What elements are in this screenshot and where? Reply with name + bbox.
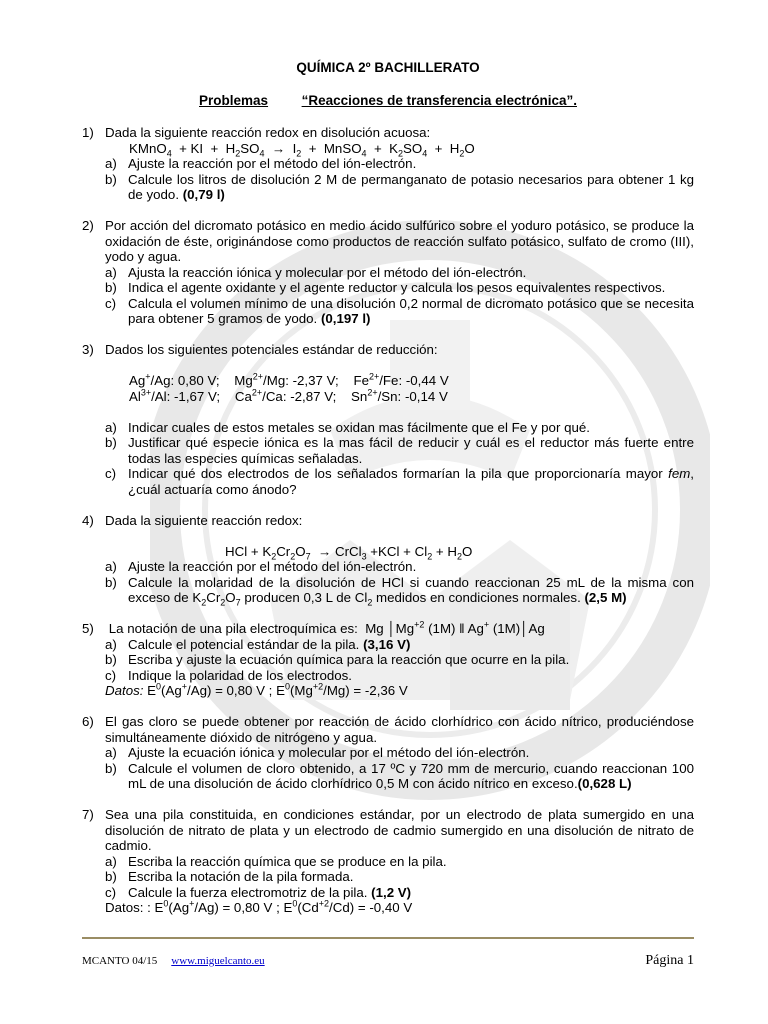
page-number: Página 1 <box>645 953 694 968</box>
problem-4 <box>82 513 694 606</box>
document-content <box>82 54 694 931</box>
subtitle-label: Problemas <box>199 92 269 108</box>
problem-number: 6) <box>82 714 94 729</box>
question-a: a) Ajuste la reacción por el método del ión-electrón. <box>105 156 417 171</box>
problem-number: 5) <box>82 621 94 636</box>
problem-number: 2) <box>82 218 94 233</box>
question-b: b) Calcule el volumen de cloro obtenido, a 17 ºC y 720 mm de mercurio, cuando reaccionan 100 mL de una disolución de ácido clorhídrico 0,5 M con ácido nítrico en exceso.(0,628 L) <box>105 760 694 791</box>
document-subtitle <box>82 93 694 109</box>
potentials-row-1: Ag+/Ag: 0,80 V; $Mg^{2+}/Mg$: -2,37 V; $Fe^{2+}/Fe$: -0,44 V <box>129 371 449 388</box>
question-b: b) Justificar qué especie iónica es la mas fácil de reducir y cuál es el reductor más fuerte entre todas las especies químicas señaladas. <box>105 435 694 466</box>
data-line: Datos: $E^0(Ag^+/Ag) = 0,80$ V ; $E^0(Mg^{+2}/Mg) = -2,36$ V <box>105 681 408 698</box>
problem-statement: Dada la siguiente reacción redox en disolución acuosa: <box>105 125 431 140</box>
question-b: b) Escriba la notación de la pila formada. <box>105 869 354 884</box>
problem-statement: Por acción del dicromato potásico en medio ácido sulfúrico sobre el yoduro potásico, se produce la oxidación de éste, originándose como productos de reacción sulfato potásico, sulfato de cromo (III), yodo y agua. <box>105 218 694 264</box>
problem-statement: Dados los siguientes potenciales estándar de reducción: <box>105 342 438 357</box>
problem-statement: Sea una pila constituida, en condiciones estándar, por un electrodo de plata sumergido en una disolución de nitrato de plata y un electrodo de cadmio sumergido en una disolución de nitrato de cadmio. <box>105 807 694 853</box>
question-a: a) Indicar cuales de estos metales se oxidan mas fácilmente que el Fe y por qué. <box>105 419 590 435</box>
question-b: b) Calcule la molaridad de la disolución de HCl si cuando reaccionan 25 mL de la misma con exceso de $K_2Cr_2O_7$ producen 0,3 L de $Cl_2$ medidos en condiciones normales. (2,5 M) <box>105 574 694 608</box>
reaction-equation: HCl + $K_2Cr_2O_7$ → CrCl$_3$ $+KCl + Cl_2 + H_2O$ <box>225 543 473 562</box>
answer: (2,5 M) <box>584 590 627 605</box>
problem-5 <box>82 621 694 699</box>
problem-7 <box>82 807 694 916</box>
problem-statement: El gas cloro se puede obtener por reacción de ácido clorhídrico con ácido nítrico, produciéndose simultáneamente dióxido de nitrógeno y agua. <box>105 714 694 745</box>
data-line: Datos: : $E^0(Ag^+/Ag) = 0,80$ V ; $E^0(Cd^{+2}/Cd) = -0,40$ V <box>105 898 413 915</box>
problem-2 <box>82 218 694 327</box>
problem-number: 4) <box>82 512 94 528</box>
answer: (0,628 L) <box>577 776 632 791</box>
footer-author: MCANTO 04/15 <box>82 955 158 967</box>
answer: (0,197 l) <box>320 311 371 326</box>
footer-divider <box>82 937 694 939</box>
problem-number: 3) <box>82 342 94 357</box>
question-a: a) Ajuste la ecuación iónica y molecular por el método del ión-electrón. <box>105 745 530 760</box>
question-a: a) Ajuste la reacción por el método del ión-electrón. <box>105 559 417 574</box>
problem-3 <box>82 342 694 497</box>
document-title: QUÍMICA 2º BACHILLERATO <box>296 60 480 75</box>
question-a: a) Calcule el potencial estándar de la pila. (3,16 V) <box>105 636 411 652</box>
question-a: a) Escriba la reacción química que se produce en la pila. <box>105 853 447 869</box>
answer: (0,79 l) <box>182 187 225 202</box>
question-c: c) Calcula el volumen mínimo de una disolución 0,2 normal de dicromato potásico que se necesita para obtener 5 gramos de yodo. (0,197 l) <box>105 295 694 326</box>
problem-6 <box>82 714 694 792</box>
answer: (1,2 V) <box>371 884 412 900</box>
problem-number: 1) <box>82 125 94 140</box>
problem-statement: Dada la siguiente reacción redox: <box>105 512 303 528</box>
problem-statement: La notación de una pila electroquímica es: <box>108 621 358 636</box>
problem-number: 7) <box>82 807 94 822</box>
question-c: c) Calcule la fuerza electromotriz de la pila. (1,2 V) <box>105 884 412 900</box>
answer: (3,16 V) <box>363 636 411 652</box>
subtitle-topic: “Reacciones de transferencia electrónica”. <box>301 92 577 108</box>
problem-1 <box>82 125 694 203</box>
question-b: b) Escriba y ajuste la ecuación química para la reacción que ocurre en la pila. <box>105 652 570 667</box>
reaction-equation: KMnO$_4$ + KI + $H_2SO_4 \to I_2$ + MnSO$_4$ + $K_2SO_4 + H_2O$ <box>129 140 475 159</box>
question-a: a) Ajusta la reacción iónica y molecular por el método del ión-electrón. <box>105 264 527 280</box>
question-c: c) Indicar qué dos electrodos de los señalados formarían la pila que proporcionaría mayor fem, ¿cuál actuaría como ánodo? <box>105 466 694 497</box>
page-footer <box>82 937 694 970</box>
cell-notation: Mg $│Mg^{+2}$ (1M) ‖ Ag+ (1M)│Ag <box>365 619 545 636</box>
potentials-row-2: $Al^{3+}/Al$: -1,67 V; $Ca^{2+}/Ca$: -2,87 V; $Sn^{2+}/Sn$: -0,14 V <box>129 387 448 404</box>
question-c: c) Indique la polaridad de los electrodos. <box>105 667 352 683</box>
footer-website-link[interactable]: www.miguelcanto.eu <box>171 955 265 967</box>
question-b: b) Calcule los litros de disolución 2 M de permanganato de potasio necesarios para obtener 1 kg de yodo. (0,79 l) <box>105 171 694 202</box>
question-b: b) Indica el agente oxidante y el agente reductor y calcula los pesos equivalentes respectivos. <box>105 280 666 295</box>
